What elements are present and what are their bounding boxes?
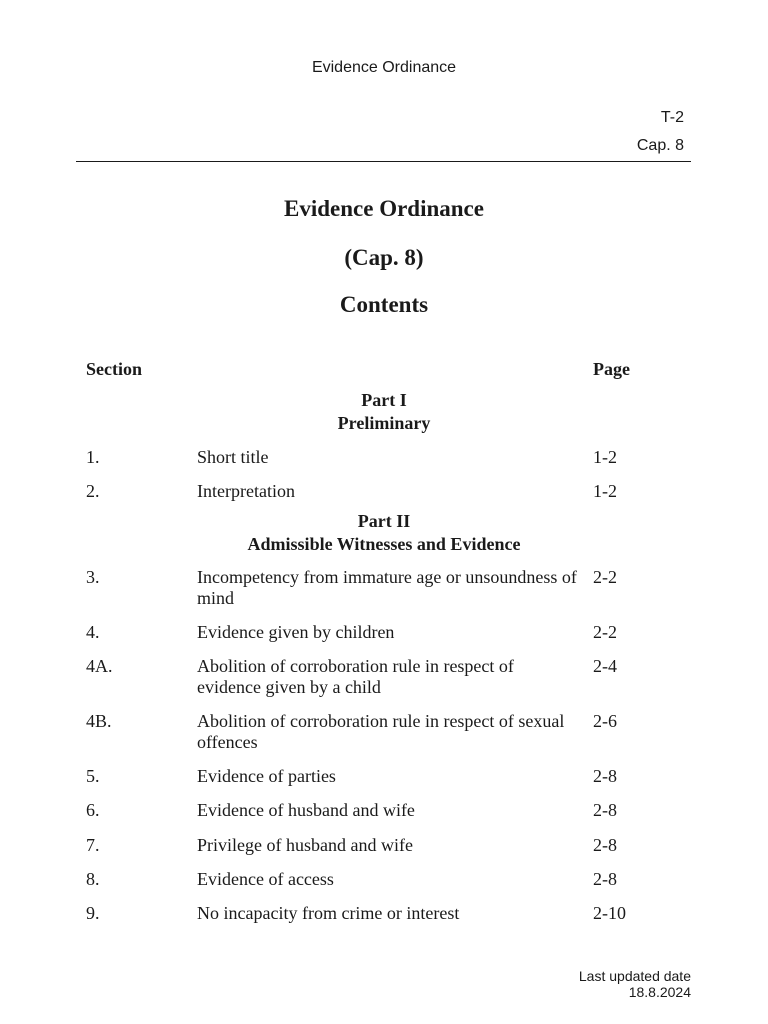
toc-entry-page: 2-8 [593,835,617,855]
toc-entry-number: 4A. [86,656,113,676]
toc-entry-title: Evidence of access [197,869,334,889]
toc-entry-number: 9. [86,903,100,923]
toc-entry-page: 2-10 [593,903,626,923]
toc-entry-title: Short title [197,447,269,467]
toc-entry-page: 2-2 [593,567,617,587]
part-name: Admissible Witnesses and Evidence [247,534,521,554]
toc-entry-number: 5. [86,766,100,786]
part-number: Part II [357,511,411,531]
page-code: T-2 [660,109,684,126]
last-updated-date: 18.8.2024 [628,984,691,1000]
last-updated [579,968,691,1000]
toc-entry-number: 4B. [86,711,112,731]
part-number: Part I [361,390,407,410]
toc-entry-number: 4. [86,622,100,642]
toc-entry-title: Evidence of parties [197,766,336,786]
toc-entry-number: 8. [86,869,100,889]
toc-entry-page: 2-2 [593,622,617,642]
chapter-ref: Cap. 8 [636,137,684,154]
toc-entry-number: 2. [86,481,100,501]
toc-entry-title: Evidence given by children [197,622,395,642]
page-column-header: Page [593,359,630,379]
running-header-title: Evidence Ordinance [311,59,457,76]
toc-entry-number: 7. [86,835,100,855]
toc-entry-title: Abolition of corroboration rule in respect of sexual offences [197,711,565,752]
document-chapter: (Cap. 8) [344,245,424,270]
header-rule [76,161,691,162]
toc-entry-title: Abolition of corroboration rule in respect of evidence given by a child [197,656,514,697]
toc-entry-title: Privilege of husband and wife [197,835,413,855]
toc-entry-title: Incompetency from immature age or unsoundness of mind [197,567,577,608]
toc-entry-page: 2-8 [593,869,617,889]
toc-entry-page: 2-8 [593,766,617,786]
section-column-header: Section [86,359,142,379]
part-heading [0,389,768,435]
part-heading [0,510,768,556]
toc-entry-page: 1-2 [593,481,617,501]
last-updated-label: Last updated date [578,968,691,984]
toc-entry-page: 2-6 [593,711,617,731]
toc-entry-title: Interpretation [197,481,295,501]
toc-entry-page: 2-8 [593,800,617,820]
document-title: Evidence Ordinance [284,196,484,221]
contents-heading: Contents [339,292,429,317]
toc-entry-page: 1-2 [593,447,617,467]
toc-entry-number: 3. [86,567,100,587]
toc-entry-title: Evidence of husband and wife [197,800,415,820]
part-name: Preliminary [337,413,431,433]
toc-entry-number: 1. [86,447,100,467]
toc-entry-number: 6. [86,800,100,820]
toc-entry-title: No incapacity from crime or interest [197,903,460,923]
toc-entry-page: 2-4 [593,656,617,676]
